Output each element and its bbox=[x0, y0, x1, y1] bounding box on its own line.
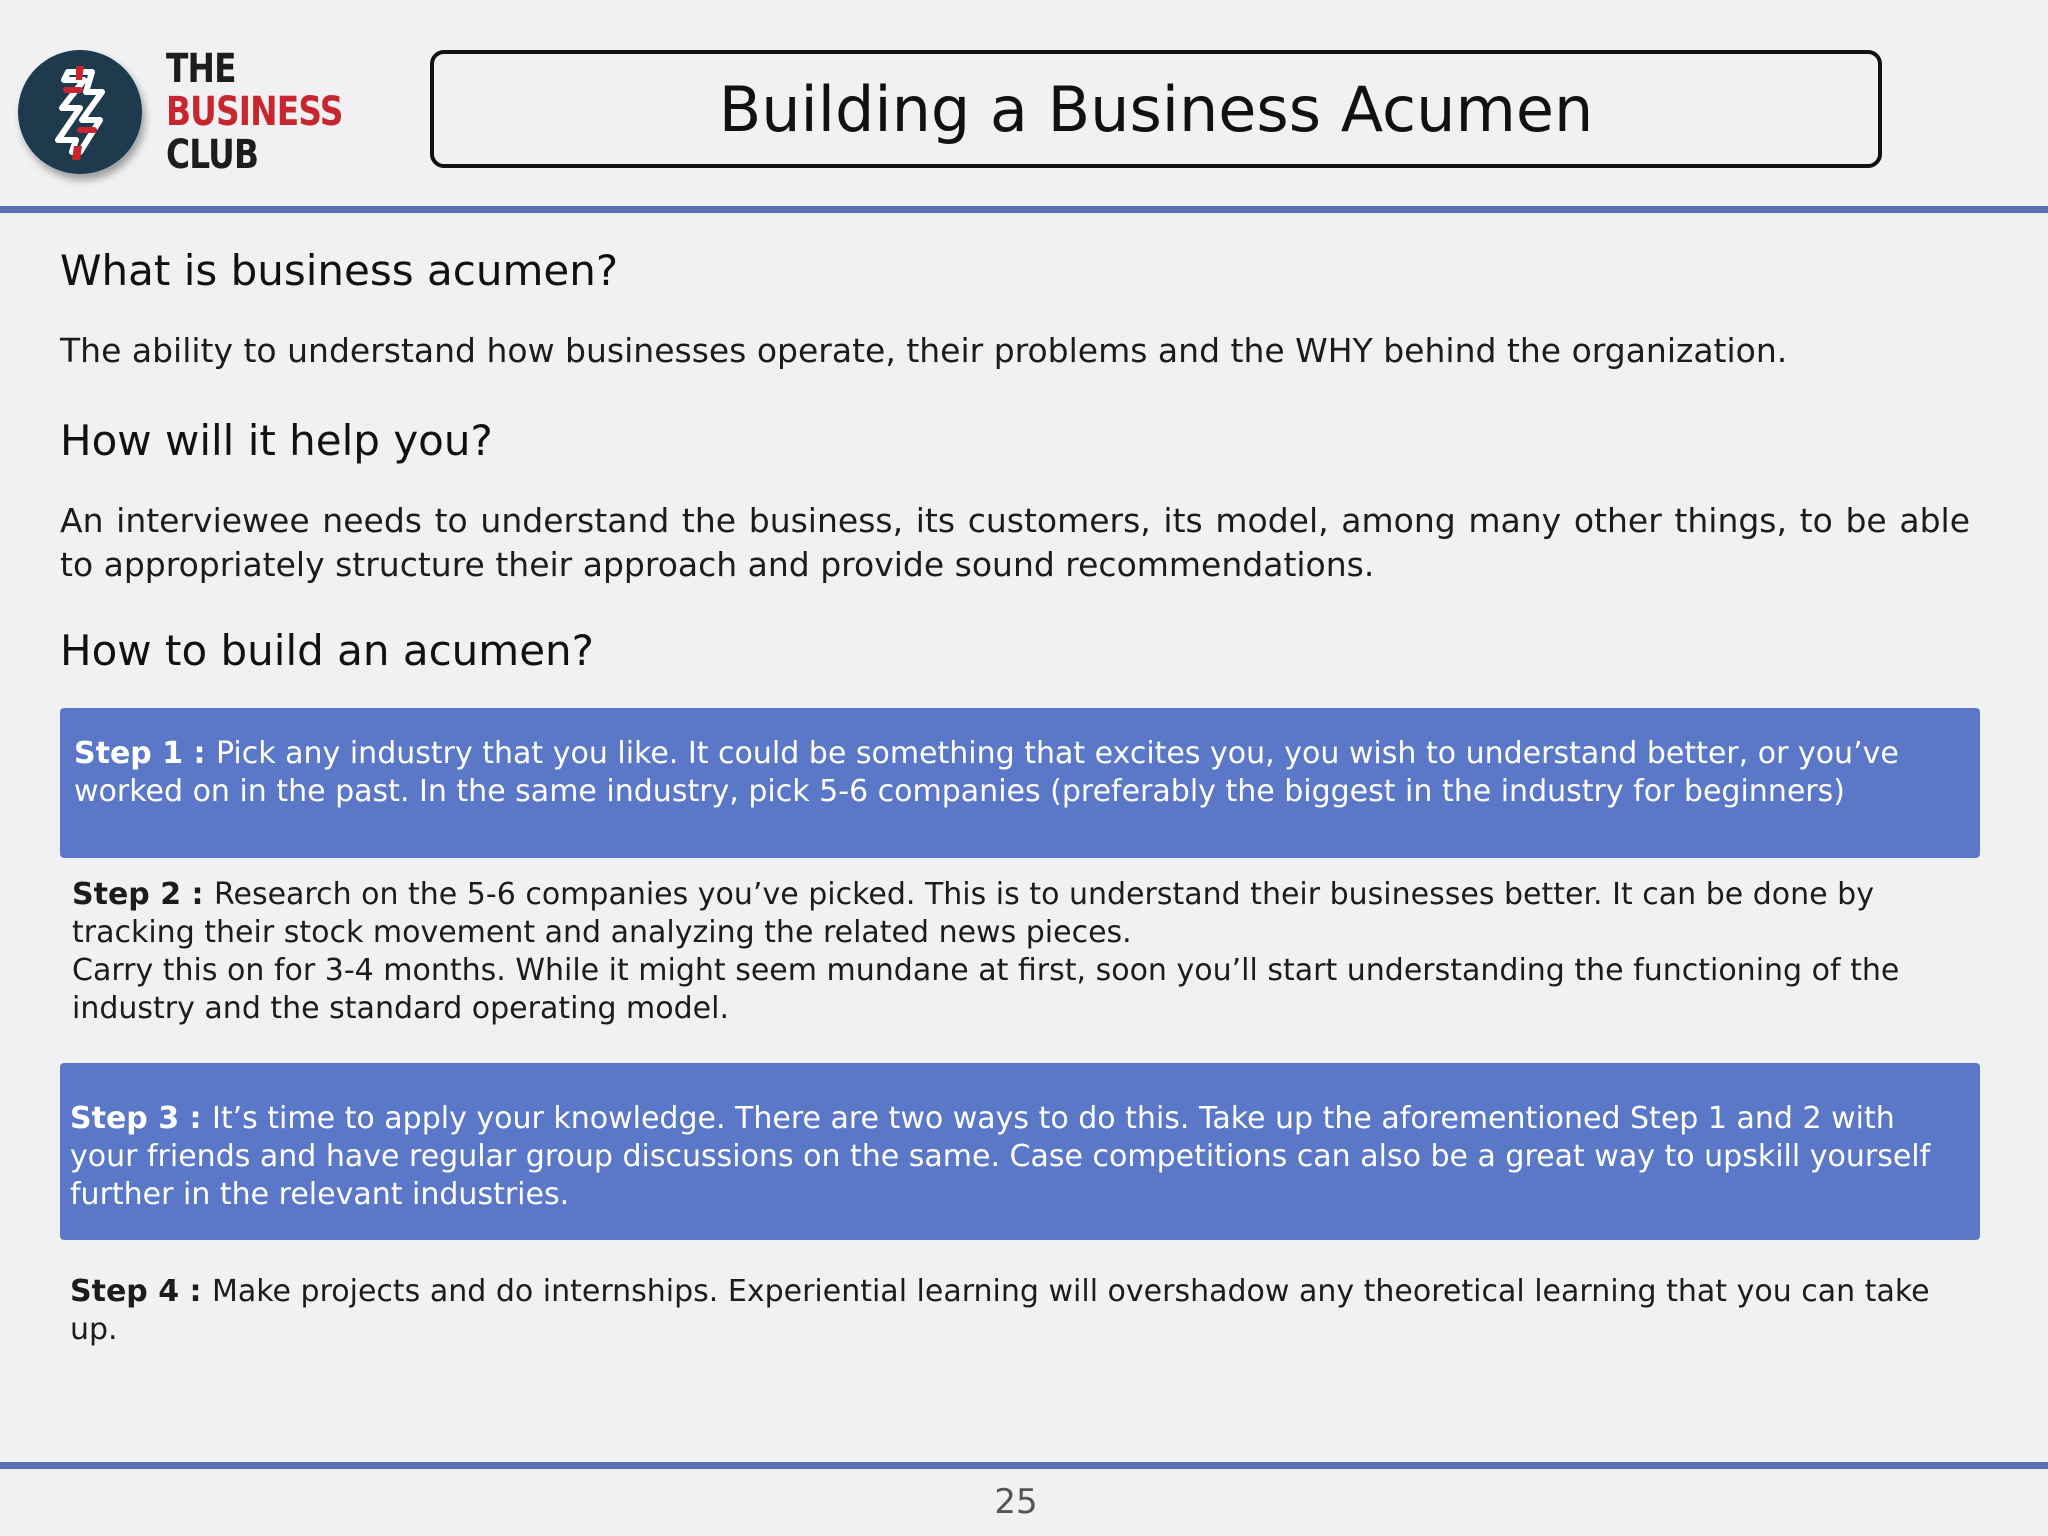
logo-line-the: THE bbox=[166, 46, 236, 92]
heading-how-build: How to build an acumen? bbox=[60, 626, 594, 675]
step-2-label: Step 2 bbox=[72, 877, 182, 912]
logo-emblem-icon bbox=[18, 50, 142, 174]
step-3-separator: : bbox=[179, 1101, 212, 1136]
page-title: Building a Business Acumen bbox=[430, 50, 1882, 168]
step-1-separator: : bbox=[183, 736, 216, 771]
step-2-separator: : bbox=[181, 877, 214, 912]
step-3-box bbox=[60, 1063, 1980, 1240]
para-what-is-acumen: The ability to understand how businesses operate, their problems and the WHY behind the organization. bbox=[60, 331, 1788, 370]
step-3-label: Step 3 bbox=[70, 1101, 180, 1136]
step-2-text-continued: Carry this on for 3-4 months. While it might seem mundane at first, soon you’ll start understanding the functioning of the industry and the standard operating model. bbox=[72, 953, 1900, 1026]
step-1-label: Step 1 bbox=[74, 736, 184, 771]
bottom-divider bbox=[0, 1462, 2048, 1469]
step-4-label: Step 4 bbox=[70, 1274, 180, 1309]
step-4-box bbox=[60, 1273, 1980, 1349]
step-2-text: Research on the 5-6 companies you’ve picked. This is to understand their businesses better. It can be done by tracking their stock movement and analyzing the related news pieces. bbox=[72, 877, 1874, 950]
heading-what-is-acumen: What is business acumen? bbox=[60, 246, 619, 295]
top-divider bbox=[0, 206, 2048, 213]
step-4-separator: : bbox=[179, 1274, 212, 1309]
step-2-box bbox=[60, 876, 1980, 1028]
step-1-box bbox=[60, 708, 1980, 858]
page-number: 25 bbox=[994, 1482, 1038, 1522]
para-how-help: An interviewee needs to understand the business, its customers, its model, among many other things, to be able to appropriately structure their approach and provide sound recommendations. bbox=[60, 501, 1970, 584]
club-logo bbox=[18, 46, 343, 188]
logo-wordmark bbox=[166, 48, 343, 177]
logo-line-club: CLUB bbox=[166, 132, 259, 178]
heading-how-help: How will it help you? bbox=[60, 416, 493, 465]
step-3-text: It’s time to apply your knowledge. There are two ways to do this. Take up the aforementioned Step 1 and 2 with your friends and have regular group discussions on the same. Case competitions can also be a great way to upskill yourself further in the relevant industries. bbox=[70, 1101, 1931, 1212]
logo-line-business: BUSINESS bbox=[166, 89, 343, 135]
step-4-text: Make projects and do internships. Experiential learning will overshadow any theoretical learning that you can take up. bbox=[70, 1274, 1930, 1347]
step-1-text: Pick any industry that you like. It could be something that excites you, you wish to understand better, or you’ve worked on in the past. In the same industry, pick 5-6 companies (preferably the biggest in the industry for beginners) bbox=[74, 736, 1899, 809]
